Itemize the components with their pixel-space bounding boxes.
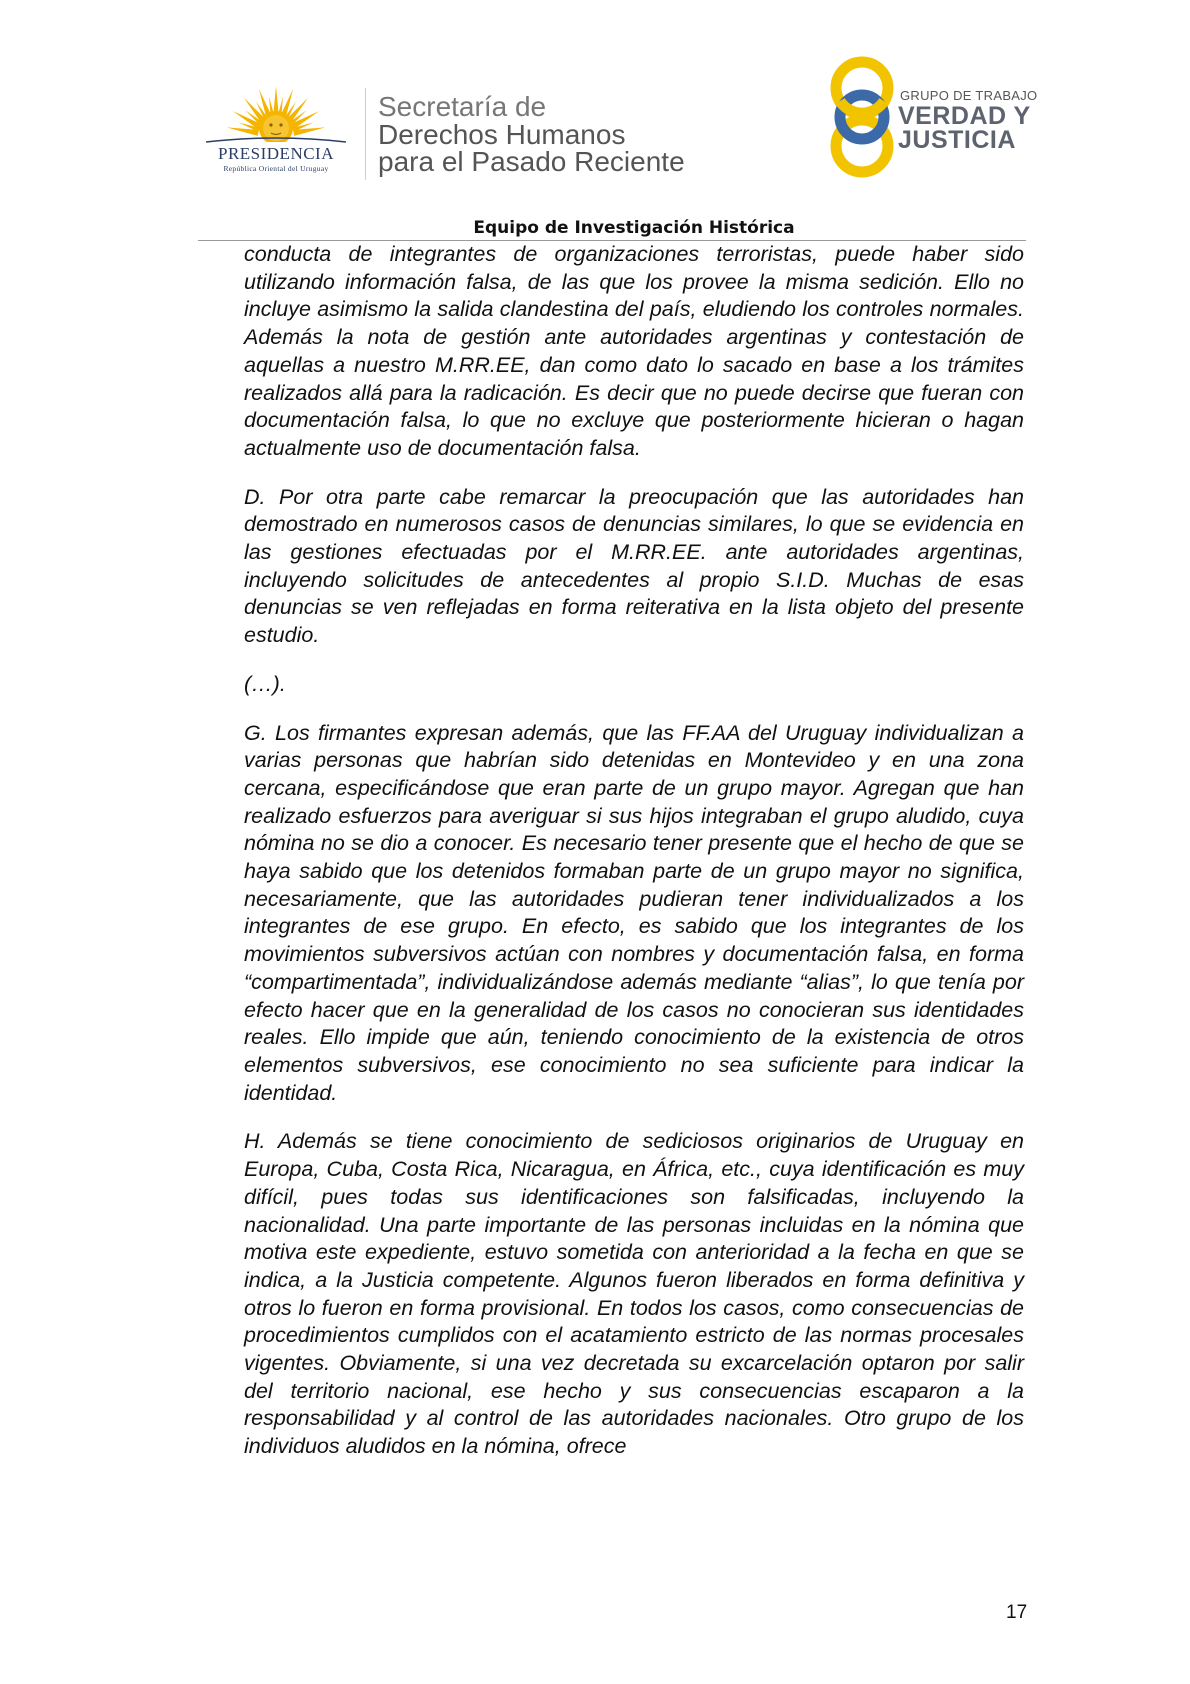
page-header <box>0 0 1190 240</box>
secretaria-line-3: para el Pasado Reciente <box>378 146 685 177</box>
paragraph: conducta de integrantes de organizaciones terroristas, puede haber sido utilizando información falsa, de las que los provee la misma sedición. Ello no incluye asimismo la salida clandestina del país, eludiendo los controles normales. Además la nota de gestión ante autoridades argentinas y contestación de aquellas a nuestro M.RR.EE, dan como dato lo sacado en base a los trámites realizados allá para la radicación. Es decir que no puede decirse que fueran con documentación falsa, lo que no excluye que posteriormente hicieran o hagan actualmente uso de documentación falsa. <box>244 242 1024 460</box>
verdad-justicia-rings-logo <box>820 54 904 180</box>
paragraph: H. Además se tiene conocimiento de sediciosos originarios de Uruguay en Europa, Cuba, Costa Rica, Nicaragua, en África, etc., cuya identificación es muy difícil, pues todas sus identificaciones son falsificadas, incluyendo la nacionalidad. Una parte importante de las personas incluidas en la nómina que motiva este expediente, estuvo sometida con anterioridad a la fecha en que se indica, a la Justicia competente. Algunos fueron liberados en forma definitiva y otros lo fueron en forma provisional. En todos los casos, como consecuencias de procedimientos cumplidos con el acatamiento estricto de las normas procesales vigentes. Obviamente, si una vez decretada su excarcelación optaron por salir del territorio nacional, ese hecho y sus consecuencias escaparon a la responsabilidad y al control de las autoridades nacionales. Otro grupo de los individuos aludidos en la nómina, ofrece <box>244 1129 1024 1459</box>
grupo-trabajo-label: GRUPO DE TRABAJO <box>900 88 1038 103</box>
header-divider <box>365 88 366 180</box>
section-title: Equipo de Investigación Histórica <box>473 218 795 238</box>
presidencia-title: PRESIDENCIA <box>217 144 334 163</box>
document-body <box>244 241 1024 1461</box>
justicia-label: JUSTICIA <box>898 126 1016 154</box>
verdad-label: VERDAD Y <box>898 102 1031 130</box>
paragraph: D. Por otra parte cabe remarcar la preocupación que las autoridades han demostrado en numerosos casos de denuncias similares, lo que se evidencia en las gestiones efectuadas por el M.RR.EE. ante autoridades argentinas, incluyendo solicitudes de antecedentes al propio S.I.D. Muchas de esas denuncias se ven reflejadas en forma reiterativa en la lista objeto del presente estudio. <box>244 484 1024 648</box>
presidencia-subtitle: República Oriental del Uruguay <box>223 164 329 173</box>
page-number: 17 <box>1006 1602 1028 1623</box>
secretaria-line-1: Secretaría de <box>378 91 547 122</box>
secretaria-line-2: Derechos Humanos <box>378 119 626 150</box>
paragraph: G. Los firmantes expresan además, que las FF.AA del Uruguay individualizan a varias personas que habrían sido detenidas en Montevideo y en una zona cercana, especificándose que eran parte de un grupo mayor. Agregan que han realizado esfuerzos para averiguar si sus hijos integraban el grupo aludido, cuya nómina no se dio a conocer. Es necesario tener presente que el hecho de que se haya sabido que los detenidos formaban parte de un grupo mayor no significa, necesariamente, que las autoridades pudieran tener individualizados a los integrantes de ese grupo. En efecto, es sabido que los integrantes de los movimientos subversivos actúan con nombres y documentación falsa, en forma “compartimentada”, individualizándose además mediante “alias”, lo que tenía por efecto hacer que en la generalidad de los casos no conocieran sus identidades reales. Ello impide que aún, teniendo conocimiento de la existencia de otros elementos subversivos, ese conocimiento no sea suficiente para indicar la identidad. <box>244 720 1024 1105</box>
paragraph: (…). <box>244 671 286 696</box>
